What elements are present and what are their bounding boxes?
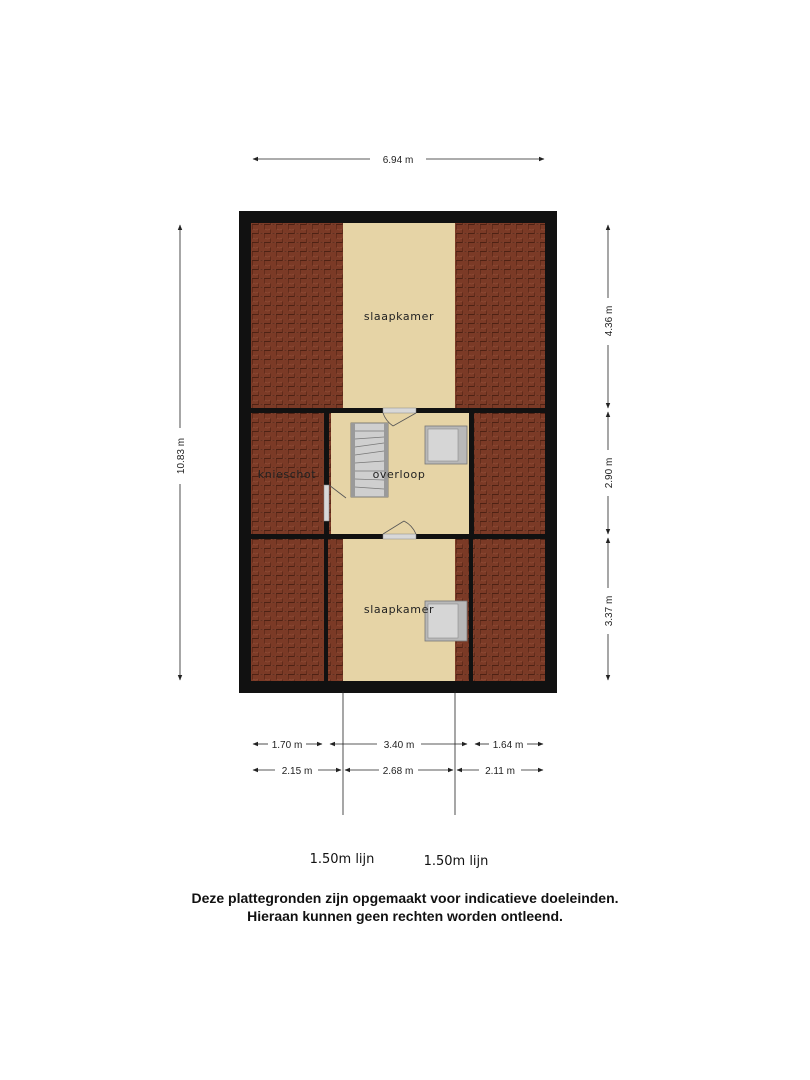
dim-right-bottom: [604, 538, 615, 680]
room-label-slaapkamer-bottom: slaapkamer: [363, 603, 435, 616]
disclaimer-line-2: Hieraan kunnen geen rechten worden ontleend.: [247, 908, 563, 924]
dim-text-row2-mid: 2.68 m: [382, 766, 414, 777]
dim-total-width: [253, 155, 544, 166]
room-label-overloop: overloop: [372, 468, 426, 481]
room-label-knieschot: knieschot: [257, 468, 317, 481]
line-label-left: 1.50m lijn: [309, 852, 375, 867]
disclaimer-line-1: Deze plattegronden zijn opgemaakt voor indicatieve doeleinden.: [191, 890, 619, 906]
dim-total-height: [176, 225, 187, 680]
wall-vertical-right-mid: [469, 413, 474, 534]
door-opening-top: [383, 408, 416, 413]
dim-text-row1-left: 1.70 m: [271, 740, 303, 751]
wall-vertical-left-bottom: [324, 539, 328, 681]
line-label-right: 1.50m lijn: [423, 854, 489, 869]
door-opening-bottom: [383, 534, 416, 539]
dim-row2: [253, 766, 543, 777]
stair: [351, 423, 388, 497]
roof-window-top: [425, 426, 467, 464]
door-opening-knieschot: [324, 485, 329, 521]
dim-right-top: [604, 225, 615, 408]
dim-text-row2-right: 2.11 m: [485, 766, 515, 777]
dim-text-right-bottom: 3.37 m: [604, 595, 615, 627]
dim-row1: [253, 740, 543, 751]
dim-text-right-top: 4.36 m: [604, 305, 615, 337]
dim-text-row2-left: 2.15 m: [281, 766, 313, 777]
dim-right-mid: [604, 412, 615, 534]
wall-vertical-right-bottom: [469, 539, 473, 681]
room-label-slaapkamer-top: slaapkamer: [363, 310, 435, 323]
dim-text-total-width: 6.94 m: [382, 155, 414, 166]
dim-text-row1-right: 1.64 m: [492, 740, 524, 751]
dim-text-row1-mid: 3.40 m: [383, 740, 415, 751]
disclaimer: [0, 889, 810, 925]
dim-text-total-height: 10.83 m: [176, 437, 187, 475]
dim-text-right-mid: 2.90 m: [604, 457, 615, 489]
